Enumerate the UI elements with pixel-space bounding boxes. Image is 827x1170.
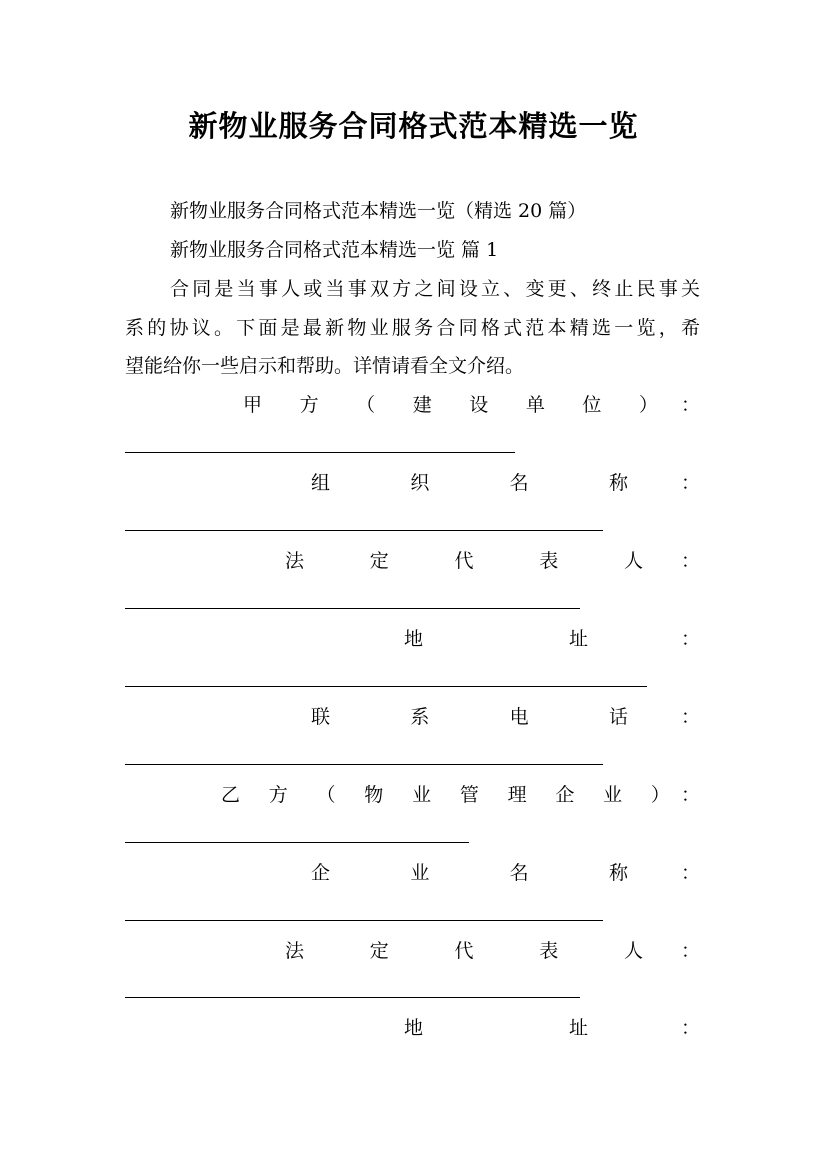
field-label-legal-rep-b — [125, 938, 700, 964]
label-char: 名 — [509, 862, 529, 884]
blank-line-legal-rep-b[interactable] — [125, 997, 580, 998]
label-char: 甲 — [243, 394, 263, 416]
label-char: 地 — [404, 1017, 424, 1039]
field-label-phone-a — [125, 704, 700, 730]
label-char: 法 — [285, 940, 305, 962]
field-label-legal-rep-a — [125, 548, 700, 574]
field-label-org-name — [125, 470, 700, 496]
label-char: 址 — [568, 1017, 588, 1039]
blank-line-legal-rep-a[interactable] — [125, 608, 580, 609]
label-char: 表 — [539, 940, 559, 962]
section-heading: 新物业服务合同格式范本精选一览 篇 1 — [170, 239, 499, 261]
label-colon: ： — [680, 706, 700, 728]
label-char: 设 — [469, 394, 489, 416]
paragraph-line: 望能给你一些启示和帮助。详情请看全文介绍。 — [125, 355, 525, 377]
blank-line-party-a[interactable] — [125, 452, 515, 453]
field-label-company-name — [125, 860, 700, 886]
label-char: 物 — [364, 784, 384, 806]
field-label-address-b — [125, 1015, 700, 1041]
blank-line-address-a[interactable] — [125, 686, 647, 687]
label-colon: ： — [680, 862, 700, 884]
blank-line-phone-a[interactable] — [125, 764, 603, 765]
label-char: 代 — [454, 940, 474, 962]
label-char: 联 — [311, 706, 331, 728]
label-char: 方 — [268, 784, 288, 806]
field-label-party-a — [125, 392, 700, 418]
label-char: 方 — [299, 394, 319, 416]
label-char: 业 — [412, 784, 432, 806]
label-colon: ： — [680, 1017, 700, 1039]
label-char: 企 — [311, 862, 331, 884]
label-char: 人 — [623, 940, 643, 962]
label-char: 代 — [454, 550, 474, 572]
label-char: 建 — [412, 394, 432, 416]
document-subtitle: 新物业服务合同格式范本精选一览（精选 20 篇） — [170, 200, 587, 222]
label-colon: ： — [680, 784, 700, 806]
label-char: 理 — [507, 784, 527, 806]
document-title: 新物业服务合同格式范本精选一览 — [188, 109, 639, 143]
label-char: 话 — [608, 706, 628, 728]
label-char: 称 — [608, 862, 628, 884]
blank-line-company-name[interactable] — [125, 920, 603, 921]
label-char: ） — [650, 784, 670, 806]
label-colon: ： — [680, 394, 700, 416]
field-label-address-a — [125, 626, 700, 652]
blank-line-org-name[interactable] — [125, 530, 603, 531]
label-char: 电 — [509, 706, 529, 728]
label-char: 乙 — [221, 784, 241, 806]
label-char: 业 — [410, 862, 430, 884]
label-char: 企 — [555, 784, 575, 806]
label-char: 管 — [459, 784, 479, 806]
field-label-party-b — [125, 782, 700, 808]
label-char: 系 — [410, 706, 430, 728]
blank-line-party-b[interactable] — [125, 842, 469, 843]
label-char: 定 — [369, 940, 389, 962]
label-char: 称 — [608, 472, 628, 494]
label-colon: ： — [680, 628, 700, 650]
label-char: 织 — [410, 472, 430, 494]
paragraph-line: 系的协议。下面是最新物业服务合同格式范本精选一览，希 — [125, 317, 700, 339]
label-char: 址 — [568, 628, 588, 650]
label-colon: ： — [680, 550, 700, 572]
label-char: 单 — [525, 394, 545, 416]
label-char: 人 — [623, 550, 643, 572]
label-colon: ： — [680, 472, 700, 494]
label-char: 表 — [539, 550, 559, 572]
label-char: （ — [356, 394, 376, 416]
label-char: （ — [316, 784, 336, 806]
label-char: 业 — [603, 784, 623, 806]
label-char: 法 — [285, 550, 305, 572]
label-char: 名 — [509, 472, 529, 494]
label-char: 位 — [582, 394, 602, 416]
paragraph-line: 合同是当事人或当事双方之间设立、变更、终止民事关 — [170, 278, 700, 300]
label-char: ） — [638, 394, 658, 416]
label-char: 组 — [311, 472, 331, 494]
label-char: 定 — [369, 550, 389, 572]
label-colon: ： — [680, 940, 700, 962]
label-char: 地 — [404, 628, 424, 650]
